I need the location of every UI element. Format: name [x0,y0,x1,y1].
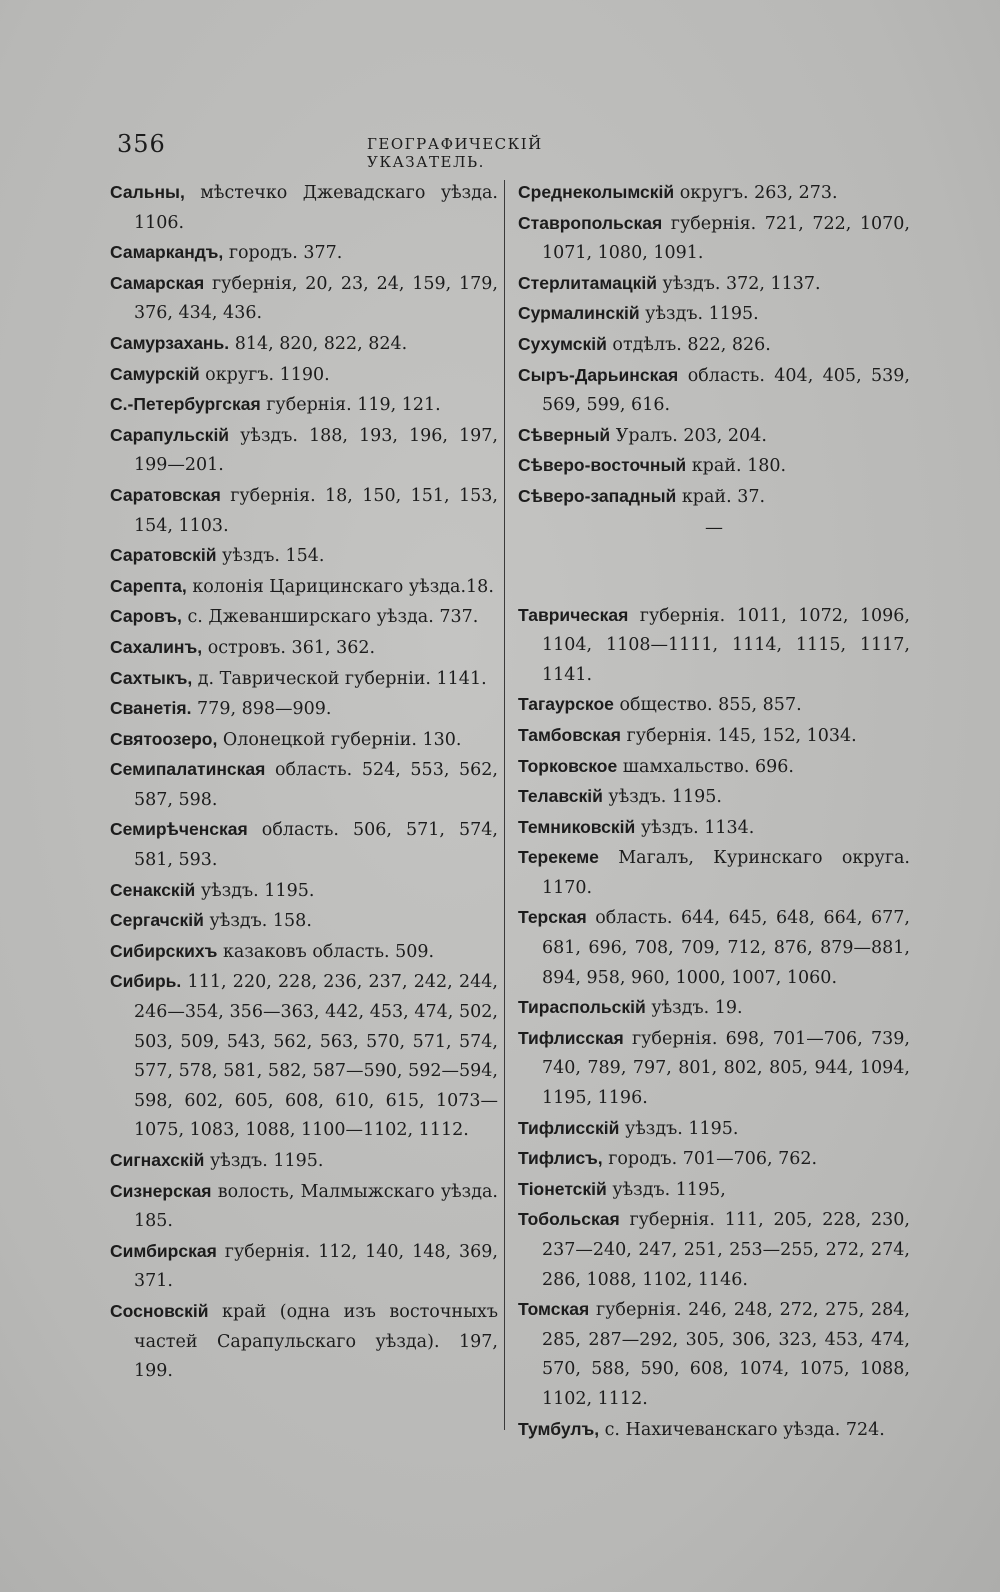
index-entry [110,633,498,664]
index-entry [110,178,498,238]
right-column-top-section [518,178,910,513]
section-break: — [705,516,723,538]
index-entry [518,993,910,1024]
index-entry [518,1295,910,1414]
index-entry [518,299,910,330]
index-entry [110,906,498,937]
entry-references: уѣздъ. 154. [216,546,325,567]
index-entry [518,1415,910,1446]
entry-references: уѣздъ. 158. [203,911,312,932]
entry-name: Тобольская [518,1209,620,1230]
index-entry [110,664,498,695]
entry-references: Олонецкой губерніи. 130. [217,729,462,750]
entry-name: Сѣверо-восточный [518,455,687,476]
entry-name: Саровъ, [110,606,182,627]
entry-references: уѣздъ. 19. [645,998,743,1019]
entry-references: губернія. 721, 722, 1070, 1071, 1080, 1091. [542,213,910,264]
entry-name: Сенакскій [110,879,196,900]
index-entry [518,209,910,269]
entry-references: отдѣлъ. 822, 826. [606,334,771,355]
entry-references: волость, Малмыжскаго уѣзда. 185. [134,1181,498,1232]
entry-name: Стерлитамацкій [518,272,657,293]
index-entry [110,572,498,603]
index-entry [110,1297,498,1387]
entry-references: край (одна изъ восточныхъ частей Сарапульскаго уѣзда). 197, 199. [134,1301,498,1382]
entry-references: уѣздъ. 1195. [619,1118,739,1139]
entry-references: губернія. 112, 140, 148, 369, 371. [134,1241,498,1292]
entry-references: уѣздъ. 372, 1137. [656,273,821,294]
entry-name: Сахтыкъ, [110,667,193,688]
entry-name: Святоозеро, [110,728,218,749]
entry-references: область. 506, 571, 574, 581, 593. [134,820,498,871]
entry-references: островъ. 361, 362. [202,637,376,658]
index-entry [110,1237,498,1297]
index-entry [110,602,498,633]
index-entry [518,1205,910,1295]
running-title: ГЕОГРАФИЧЕСКІЙ УКАЗАТЕЛЬ. [367,135,543,171]
entry-name: Сигнахскій [110,1150,205,1170]
entry-name: Самурскій [110,363,200,384]
entry-references: область. 404, 405, 539, 569, 599, 616. [542,365,910,416]
entry-name: Саратовская [110,484,221,505]
index-entry [110,481,498,541]
entry-name: Сѣверный [518,424,611,445]
index-entry [518,721,910,752]
entry-references: городъ. 377. [223,243,343,264]
index-entry [518,1114,910,1145]
entry-name: Среднеколымскій [518,182,675,202]
index-entry [110,967,498,1146]
entry-name: Тифлисъ, [518,1148,603,1169]
entry-name: Сурмалинскій [518,303,640,324]
entry-name: Темниковскій [518,816,636,837]
index-entry [518,752,910,783]
index-entry [518,1024,910,1114]
entry-name: Терская [518,907,587,928]
entry-name: Сибирскихъ [110,940,218,961]
entry-name: Ставропольская [518,212,663,233]
index-entry [110,390,498,421]
entry-references: общество. 855, 857. [613,695,802,716]
entry-name: Торковское [518,755,618,776]
entry-name: Сарепта, [110,575,187,596]
index-entry [110,725,498,756]
entry-name: Сухумскій [518,333,607,354]
entry-name: Тифлисская [518,1027,624,1048]
entry-references: уѣздъ. 1195. [602,787,722,808]
index-entry [518,482,910,513]
index-entry [518,843,910,903]
entry-name: Тифлисскій [518,1117,620,1138]
entry-references: округъ. 1190. [199,364,330,385]
entry-references: казаковъ область. 509. [217,941,435,962]
entry-references: губернія. 698, 701—706, 739, 740, 789, 797, 801, 802, 805, 944, 1094, 1195, 1196. [542,1028,910,1109]
entry-name: Сарапульскій [110,424,230,445]
entry-name: Симбирская [110,1240,217,1261]
entry-name: С.-Петербургская [110,394,261,415]
entry-references: край. 37. [676,486,766,507]
entry-name: Сальны, [110,182,185,202]
page-number: 356 [117,130,166,158]
index-entry [518,782,910,813]
entry-references: губернія. 1011, 1072, 1096, 1104, 1108—1111, 1114, 1115, 1117, 1141. [542,605,910,685]
index-entry [110,1177,498,1237]
page-header [117,130,657,171]
entry-references: область. 644, 645, 648, 664, 677, 681, 696, 708, 709, 712, 876, 879—881, 894, 958, 960, 1000, 1007, 1060. [542,908,910,988]
right-column-bottom-section [518,601,910,1446]
index-entry [518,813,910,844]
index-entry [518,903,910,993]
entry-references: уѣздъ. 1195. [195,880,315,901]
index-entry [518,690,910,721]
index-entry [110,876,498,907]
entry-references: 779, 898—909. [191,699,332,720]
entry-references: 111, 220, 228, 236, 237, 242, 244, 246—354, 356—363, 442, 453, 474, 502, 503, 509, 543, 562, 563, 570, 571, 574, 577, 578, 581, 582, 587—590, 592—594, 598, 602, 605, 608, 610, 615, 1073—1075, 1083, 1088, 1100—1102, 1112. [134,972,498,1141]
entry-references: уѣздъ. 1195, [606,1179,726,1200]
index-entry [518,330,910,361]
entry-name: Сѣверо-западный [518,485,677,506]
entry-name: Телавскій [518,786,603,807]
entry-references: 814, 820, 822, 824. [229,333,408,354]
index-entry [110,694,498,725]
left-column [110,178,498,1387]
entry-references: городъ. 701—706, 762. [602,1149,818,1170]
index-entry [110,238,498,269]
entry-name: Саратовскій [110,545,217,566]
entry-references: губернія. 18, 150, 151, 153, 154, 1103. [134,485,498,536]
entry-name: Тумбулъ, [518,1418,600,1439]
entry-name: Сизнерская [110,1180,212,1201]
column-divider [504,180,505,1430]
entry-references: уѣздъ. 188, 193, 196, 197, 199—201. [134,425,498,476]
entry-name: Тагаурское [518,694,614,715]
entry-name: Самурзахань. [110,332,230,353]
entry-name: Сибирь. [110,971,182,992]
index-entry [110,421,498,481]
index-entry [518,601,910,691]
entry-name: Сергачскій [110,910,204,931]
entry-references: уѣздъ. 1195. [639,304,759,325]
entry-references: губернія. 246, 248, 272, 275, 284, 285, 287—292, 305, 306, 323, 453, 474, 570, 588, 590, 608, 1074, 1075, 1088, 1102, 1112. [542,1300,910,1409]
entry-references: край. 180. [686,456,787,477]
index-entry [110,815,498,875]
index-entry [110,937,498,968]
entry-references: д. Таврической губерніи. 1141. [192,668,487,689]
entry-name: Тираспольскій [518,997,646,1018]
entry-references: губернія. 111, 205, 228, 230, 237—240, 247, 251, 253—255, 272, 274, 286, 1088, 1102, 1146. [542,1210,910,1290]
entry-references: уѣздъ. 1195. [204,1151,324,1171]
entry-name: Томская [518,1299,590,1320]
entry-references: мѣстечко Джевадскаго уѣзда. 1106. [134,183,498,233]
entry-references: колонія Царицинскаго уѣзда.18. [186,576,494,597]
entry-references: губернія, 20, 23, 24, 159, 179, 376, 434, 436. [134,273,498,324]
entry-name: Тіонетскій [518,1178,607,1199]
entry-references: губернія. 119, 121. [260,395,441,416]
index-entry [110,541,498,572]
index-entry [518,1144,910,1175]
index-entry [110,360,498,391]
entry-name: Сыръ-Дарьинская [518,364,679,385]
entry-name: Сванетія. [110,698,192,719]
entry-name: Терекеме [518,847,599,868]
entry-references: шамхальство. 696. [617,756,794,777]
entry-references: губернія. 145, 152, 1034. [620,725,857,746]
entry-name: Тамбовская [518,724,621,745]
index-entry [110,269,498,329]
index-entry [110,329,498,360]
index-entry [110,755,498,815]
entry-name: Семирѣченская [110,819,248,840]
entry-name: Семипалатинская [110,759,266,780]
index-entry [110,1146,498,1177]
index-entry [518,421,910,452]
entry-references: область. 524, 553, 562, 587, 598. [134,760,498,810]
index-entry [518,1175,910,1206]
entry-references: с. Нахичеванскаго уѣзда. 724. [599,1419,885,1440]
entry-references: округъ. 263, 273. [674,183,838,203]
index-entry [518,269,910,300]
entry-name: Таврическая [518,604,629,625]
index-entry [518,451,910,482]
entry-name: Самарская [110,272,205,293]
entry-references: Магалъ, Куринскаго округа. 1170. [542,848,910,898]
entry-name: Самаркандъ, [110,242,224,263]
entry-references: Уралъ. 203, 204. [610,425,767,446]
entry-references: с. Джеванширскаго уѣзда. 737. [181,607,479,628]
index-entry [518,178,910,209]
entry-references: уѣздъ. 1134. [635,817,755,838]
entry-name: Сосновскій [110,1300,209,1321]
right-column [518,178,910,1445]
index-entry [518,361,910,421]
entry-name: Сахалинъ, [110,636,203,657]
